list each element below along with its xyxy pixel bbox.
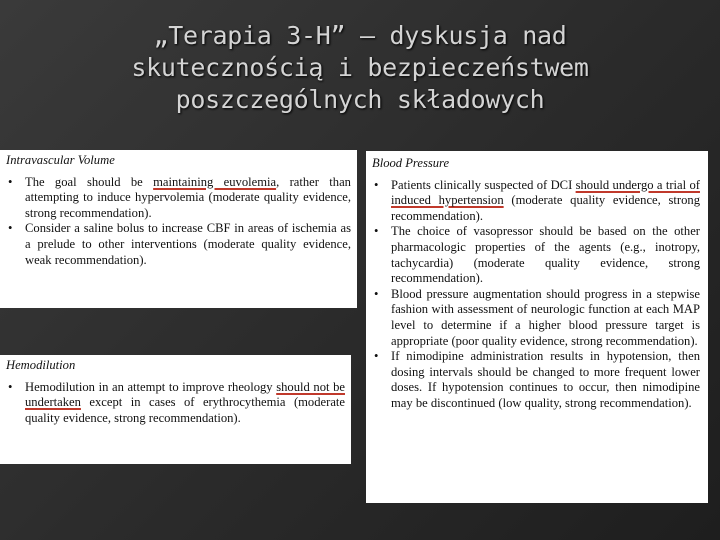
intravascular-volume-heading: Intravascular Volume xyxy=(6,153,115,167)
underlined-phrase: should undergo a trial of induced hypertension xyxy=(391,177,700,208)
hemodilution-box xyxy=(0,355,351,464)
list-item xyxy=(372,178,700,225)
list-item xyxy=(372,349,700,411)
blood-pressure-box xyxy=(366,151,708,503)
list-item xyxy=(6,221,351,268)
list-item xyxy=(6,380,345,427)
bullet-icon: • xyxy=(8,379,13,394)
item-text: except in cases of erythrocythemia (moderate quality evidence, strong recommendation). xyxy=(25,395,345,425)
intravascular-volume-box xyxy=(0,150,357,308)
item-text: The goal should be xyxy=(25,174,154,189)
slide-title xyxy=(60,20,660,116)
bullet-icon: • xyxy=(374,349,379,364)
item-text: Consider a saline bolus to increase CBF in areas of ischemia as a prelude to other interventions (moderate quality evidence, weak recommendation). xyxy=(25,221,351,267)
hemodilution-heading: Hemodilution xyxy=(6,358,76,372)
item-text: Blood pressure augmentation should progress in a stepwise fashion with assessment of neurologic function at each MAP level to determine if a higher blood pressure target is appropriate (poor quality evidence, strong recommendation). xyxy=(391,286,700,348)
bullet-icon: • xyxy=(374,224,379,239)
list-item xyxy=(6,175,351,222)
bullet-icon: • xyxy=(8,221,13,236)
slide-title-line-3: poszczególnych składowych xyxy=(175,85,545,114)
list-item xyxy=(372,224,700,286)
item-text: The choice of vasopressor should be based on the other pharmacologic properties of the agents (e.g., inotropy, tachycardia) (moderate quality evidence, strong recommendation). xyxy=(391,224,700,286)
bullet-icon: • xyxy=(8,174,13,189)
slide-title-line-1: „Terapia 3-H” – dyskusja nad xyxy=(153,21,567,50)
list-item xyxy=(372,287,700,349)
blood-pressure-list xyxy=(372,178,700,412)
underlined-phrase: maintaining euvolemia xyxy=(153,174,277,189)
blood-pressure-heading: Blood Pressure xyxy=(372,156,450,170)
bullet-icon: • xyxy=(374,177,379,192)
item-text: (moderate quality evidence, strong recommendation). xyxy=(391,193,700,223)
item-text: Hemodilution in an attempt to improve rheology xyxy=(25,379,277,394)
bullet-icon: • xyxy=(374,286,379,301)
intravascular-volume-list xyxy=(6,175,351,269)
slide-title-line-2: skutecznością i bezpieczeństwem xyxy=(131,53,589,82)
underlined-phrase: should not be undertaken xyxy=(25,379,345,410)
item-text: Patients clinically suspected of DCI xyxy=(391,177,576,192)
item-text: If nimodipine administration results in hypotension, then dosing intervals should be changed to more frequent lower doses. If hypotension continues to occur, then nimodipine may be discontinued (low quality, strong recommendation). xyxy=(391,349,700,410)
item-text: , rather than attempting to induce hypervolemia (moderate quality evidence, strong recommendation). xyxy=(25,174,351,220)
hemodilution-list xyxy=(6,380,345,427)
